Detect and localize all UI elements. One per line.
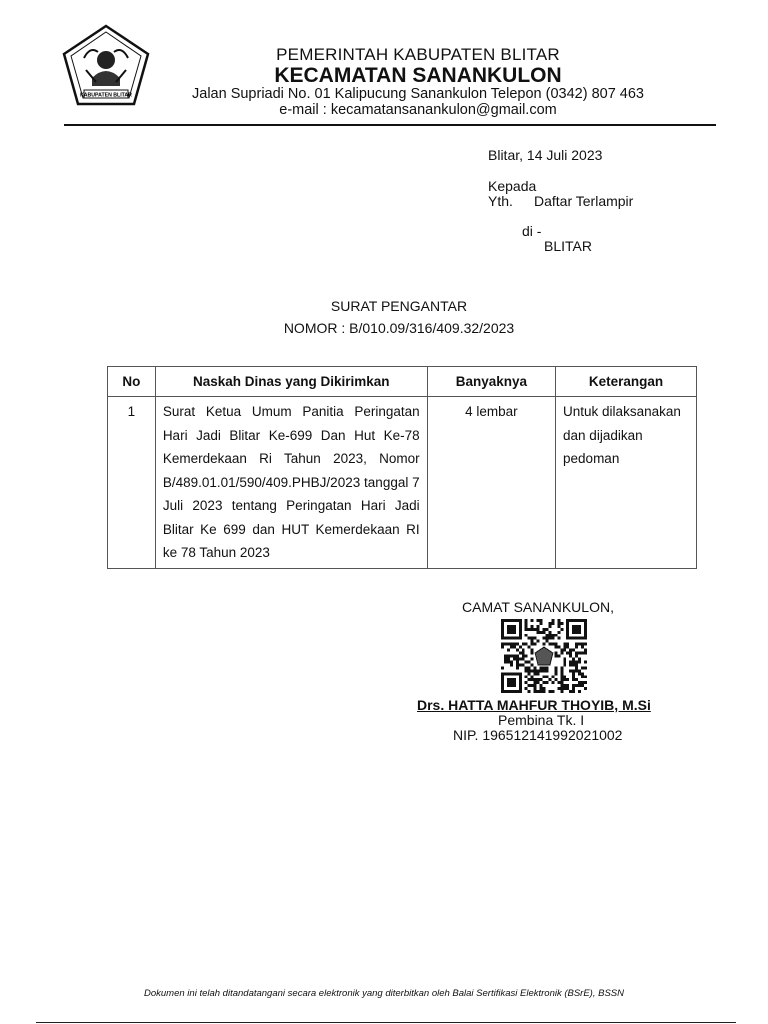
signer-name: Drs. HATTA MAHFUR THOYIB, M.Si	[417, 697, 651, 713]
table-header-row	[108, 367, 697, 397]
to-label: Kepada	[488, 178, 537, 194]
office-address: Jalan Supriadi No. 01 Kalipucung Sanankulon Telepon (0342) 807 463	[192, 86, 644, 102]
documents-table	[107, 366, 697, 569]
header-keterangan: Keterangan	[556, 367, 697, 397]
header-naskah: Naskah Dinas yang Dikirimkan	[155, 367, 427, 397]
cell-naskah: Surat Ketua Umum Panitia Peringatan Hari Jadi Blitar Ke-699 Dan Hut Ke-78 Kemerdekaan Ri Tahun 2023, Nomor B/489.01.01/590/409.PHBJ/2023 tanggal 7 Juli 2023 tentang Peringatan Hari Jadi Blitar Ke 699 dan HUT Kemerdekaan RI ke 78 Tahun 2023	[155, 397, 427, 569]
qr-code-icon	[501, 618, 587, 694]
government-name: PEMERINTAH KABUPATEN BLITAR	[276, 45, 560, 64]
cell-no: 1	[108, 397, 156, 569]
letter-number: NOMOR : B/010.09/316/409.32/2023	[283, 320, 515, 336]
header-banyaknya: Banyaknya	[427, 367, 555, 397]
signer-rank: Pembina Tk. I	[498, 712, 585, 728]
place-date: Blitar, 14 Juli 2023	[488, 147, 603, 163]
cell-keterangan: Untuk dilaksanakan dan dijadikan pedoman	[556, 397, 697, 569]
letterhead-divider	[64, 124, 716, 126]
signer-position: CAMAT SANANKULON,	[462, 599, 614, 615]
bottom-divider	[36, 1022, 736, 1023]
office-email: e-mail : kecamatansanankulon@gmail.com	[279, 102, 557, 118]
di-label: di -	[522, 223, 542, 239]
recipient: Daftar Terlampir	[534, 193, 634, 209]
signer-nip: NIP. 196512141992021002	[453, 727, 623, 743]
table-row	[108, 397, 697, 569]
recipient-city: BLITAR	[544, 238, 592, 254]
letter-title: SURAT PENGANTAR	[330, 298, 468, 314]
header-no: No	[108, 367, 156, 397]
cell-banyaknya: 4 lembar	[427, 397, 555, 569]
office-name: KECAMATAN SANANKULON	[274, 64, 562, 87]
logo-caption: KABUPATEN BLITAR	[80, 92, 132, 99]
yth-label: Yth.	[488, 193, 513, 209]
e-signature-note: Dokumen ini telah ditandatangani secara elektronik yang diterbitkan oleh Balai Sertifikasi Elektronik (BSrE), BSSN	[144, 988, 624, 999]
